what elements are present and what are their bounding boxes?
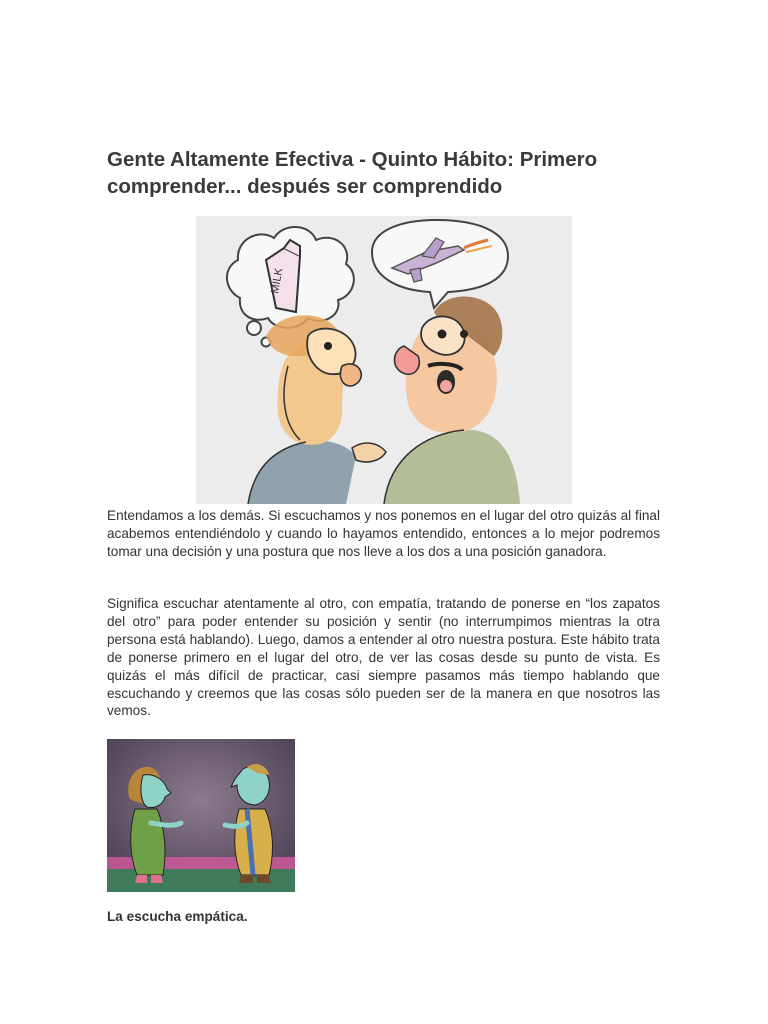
paragraph-2: Significa escuchar atentamente al otro, con empatía, tratando de ponerse en “los zapatos del otro” para poder entender su posición y sentir (no interrumpimos mientras la otra persona está hablando). Luego, damos a entender al otro nuestra postura. Este hábito trata de ponerse primero en el lugar del otro, de ver las cosas desde su punto de vista. Es quizás el más difícil de practicar, casi siempre pasamos más tiempo hablando que escuchando y creemos que las cosas sólo pueden ser de la manera en que nosotros las vemos.: [107, 596, 660, 719]
empathic-listening-illustration: [107, 739, 295, 892]
paragraph-1: Entendamos a los demás. Si escuchamos y nos ponemos en el lugar del otro quizás al final acabemos entendiéndolo y cuando lo hayamos entendido, entonces a lo mejor podremos tomar una decisión y una postura que nos lleve a los dos a una posición ganadora.: [107, 508, 660, 559]
image-caption: La escucha empática.: [107, 909, 248, 924]
cartoon-illustration: [196, 216, 572, 504]
cartoon-svg: [196, 216, 572, 504]
empathy-svg: [107, 739, 295, 892]
page-title: Gente Altamente Efectiva - Quinto Hábito: Primero comprender... después ser comprendido: [107, 148, 598, 198]
milk-label: MILK: [269, 267, 286, 295]
